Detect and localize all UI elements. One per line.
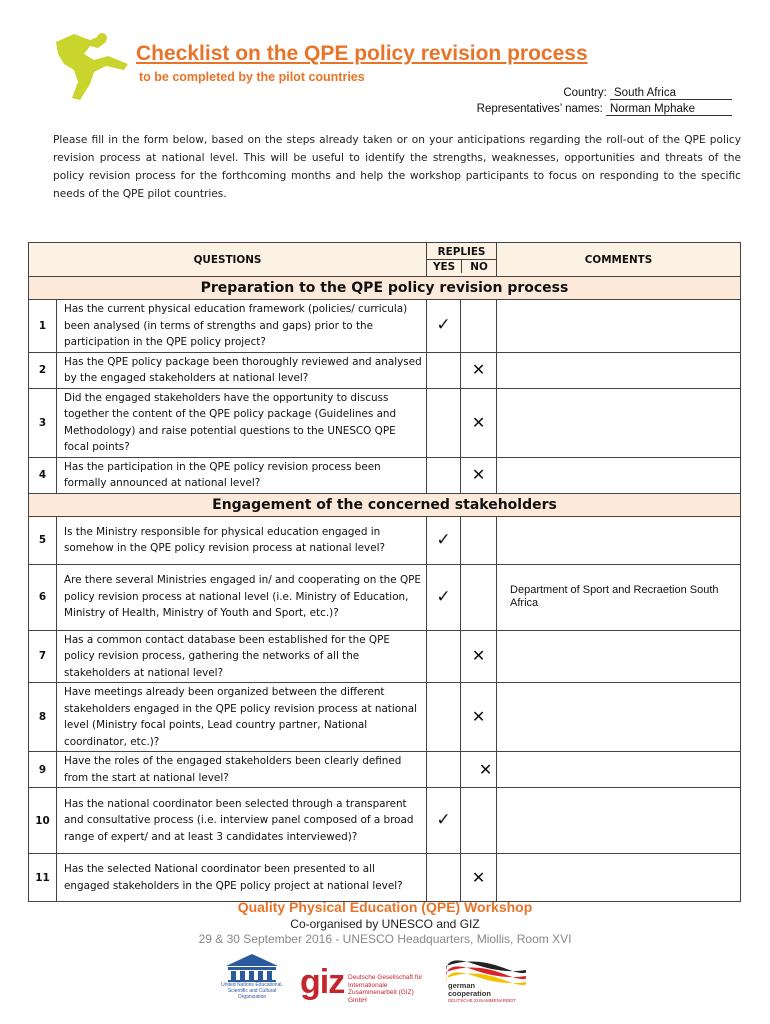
question-text: Has the selected National coordinator been presented to all engaged stakeholders in the QPE policy project at national level? <box>57 854 427 902</box>
question-number: 7 <box>29 630 57 683</box>
section-row <box>29 493 741 516</box>
yes-header: YES <box>427 260 462 273</box>
reply-yes-cell[interactable] <box>427 630 461 683</box>
table-row <box>29 516 741 564</box>
reply-no-cell[interactable] <box>461 854 497 902</box>
cross-icon: ✕ <box>471 867 486 887</box>
question-text: Has a common contact database been established for the QPE policy revision process, gathering the networks of all the stakeholders at national level? <box>57 630 427 683</box>
giz-logo-text: Deutsche Gesellschaft für Internationale Zusammenarbeit (GIZ) GmbH <box>348 974 423 1004</box>
table-row <box>29 752 741 788</box>
table-row <box>29 788 741 854</box>
reply-no-cell[interactable] <box>461 683 497 752</box>
question-text: Did the engaged stakeholders have the opportunity to discuss together the content of the QPE policy package (Guidelines and Methodology) and raise potential questions to the UNESCO QPE focal points? <box>57 388 427 457</box>
question-text: Has the current physical education framework (policies/ curricula) been analysed (in terms of strengths and gaps) prior to the participation in the QPE policy project? <box>57 300 427 353</box>
checkmark-icon: ✓ <box>436 315 451 336</box>
question-number: 8 <box>29 683 57 752</box>
comment-cell[interactable] <box>497 352 741 388</box>
reply-yes-cell[interactable] <box>427 564 461 630</box>
question-number: 1 <box>29 300 57 353</box>
no-header: NO <box>470 261 488 273</box>
question-number: 2 <box>29 352 57 388</box>
table-row <box>29 352 741 388</box>
checkmark-icon: ✓ <box>436 529 451 550</box>
reply-no-cell[interactable] <box>461 564 497 630</box>
reply-no-cell[interactable] <box>461 788 497 854</box>
comment-cell[interactable]: Department of Sport and Recraetion South Africa <box>497 564 741 630</box>
country-label: Country: <box>563 87 607 99</box>
question-text: Have the roles of the engaged stakeholders been clearly defined from the start at national level? <box>57 752 427 788</box>
comment-cell[interactable] <box>497 457 741 493</box>
question-number: 9 <box>29 752 57 788</box>
question-text: Is the Ministry responsible for physical education engaged in somehow in the QPE policy revision process at national level? <box>57 516 427 564</box>
table-row <box>29 630 741 683</box>
section-title: Preparation to the QPE policy revision process <box>29 277 741 300</box>
table-row <box>29 854 741 902</box>
comment-cell[interactable] <box>497 630 741 683</box>
cross-icon: ✕ <box>471 412 486 432</box>
reply-no-cell[interactable] <box>461 388 497 457</box>
question-number: 10 <box>29 788 57 854</box>
german-cooperation-label: german cooperation <box>448 981 491 998</box>
reply-yes-cell[interactable] <box>427 457 461 493</box>
question-text: Have meetings already been organized between the different stakeholders engaged in the QPE policy revision process at national level (Ministry focal points, Lead country partner, National coordinator, etc.)? <box>57 683 427 752</box>
reply-yes-cell[interactable] <box>427 752 461 788</box>
checkmark-icon: ✓ <box>436 586 451 607</box>
reply-yes-cell[interactable] <box>427 788 461 854</box>
replies-header <box>427 243 497 277</box>
question-text: Has the national coordinator been selected through a transparent and consultative process (i.e. interview panel composed of a broad range of expert/ and at least 3 candidates interviewed)? <box>57 788 427 854</box>
comment-cell[interactable] <box>497 300 741 353</box>
footer-date-venue: 29 & 30 September 2016 - UNESCO Headquarters, Miollis, Room XVI <box>198 932 572 946</box>
checklist-table <box>28 242 741 902</box>
intro-paragraph: Please fill in the form below, based on the steps already taken or on your anticipations regarding the roll-out of the QPE policy revision process at national level. This will be useful to identify the strengths, weaknesses, opportunities and threats of the policy revision process for the forthcoming months and help the workshop participants to focus on responding to the specific needs of the QPE pilot countries. <box>53 134 741 200</box>
footer-organisers: Co-organised by UNESCO and GIZ <box>290 917 480 931</box>
country-field <box>563 87 732 100</box>
reply-yes-cell[interactable] <box>427 683 461 752</box>
cross-icon: ✕ <box>478 759 493 779</box>
reply-yes-cell[interactable] <box>427 388 461 457</box>
question-number: 11 <box>29 854 57 902</box>
table-row <box>29 683 741 752</box>
question-number: 4 <box>29 457 57 493</box>
reply-yes-cell[interactable] <box>427 516 461 564</box>
cross-icon: ✕ <box>471 360 486 379</box>
question-number: 5 <box>29 516 57 564</box>
page-subtitle: to be completed by the pilot countries <box>139 70 365 84</box>
table-row <box>29 457 741 493</box>
checkmark-icon: ✓ <box>436 810 451 830</box>
reply-no-cell[interactable] <box>461 457 497 493</box>
reply-no-cell[interactable] <box>461 516 497 564</box>
cross-icon: ✕ <box>471 465 486 484</box>
comment-cell[interactable] <box>497 854 741 902</box>
footer-title: Quality Physical Education (QPE) Workshop <box>237 899 533 915</box>
questions-header: QUESTIONS <box>29 243 427 277</box>
reply-no-cell[interactable] <box>461 630 497 683</box>
table-row <box>29 300 741 353</box>
cross-icon: ✕ <box>471 707 486 726</box>
comment-cell[interactable] <box>497 752 741 788</box>
reply-no-cell[interactable] <box>461 752 497 788</box>
reply-no-cell[interactable] <box>461 300 497 353</box>
question-text: Has the QPE policy package been thoroughly reviewed and analysed by the engaged stakeholders at national level? <box>57 352 427 388</box>
comments-header: COMMENTS <box>497 243 741 277</box>
german-cooperation-text <box>448 982 516 1004</box>
table-row <box>29 564 741 630</box>
question-text: Are there several Ministries engaged in/ and cooperating on the QPE policy revision process at national level (i.e. Ministry of Education, Ministry of Health, Ministry of Youth and Sport, etc.)? <box>57 564 427 630</box>
comment-cell[interactable] <box>497 788 741 854</box>
representatives-value[interactable]: Norman Mphake <box>606 103 732 116</box>
comment-cell[interactable] <box>497 388 741 457</box>
question-number: 3 <box>29 388 57 457</box>
reply-yes-cell[interactable] <box>427 300 461 353</box>
unesco-logo-text: United Nations Educational, Scientific and Cultural Organization <box>221 982 283 1000</box>
section-title: Engagement of the concerned stakeholders <box>29 493 741 516</box>
giz-logo: giz <box>300 963 345 1001</box>
reply-yes-cell[interactable] <box>427 352 461 388</box>
representatives-field <box>477 103 732 116</box>
cross-icon: ✕ <box>471 646 486 666</box>
german-cooperation-small: DEUTSCHE ZUSAMMENARBEIT <box>448 998 517 1003</box>
page-title: Checklist on the QPE policy revision process <box>136 42 588 65</box>
question-text: Has the participation in the QPE policy revision process been formally announced at national level? <box>57 457 427 493</box>
qpe-logo-figure-icon <box>50 30 140 102</box>
comment-cell[interactable] <box>497 516 741 564</box>
reply-no-cell[interactable] <box>461 352 497 388</box>
country-value[interactable]: South Africa <box>610 87 732 100</box>
section-row <box>29 277 741 300</box>
reply-yes-cell[interactable] <box>427 854 461 902</box>
comment-cell[interactable] <box>497 683 741 752</box>
replies-header-label: REPLIES <box>427 246 496 260</box>
table-row <box>29 388 741 457</box>
question-number: 6 <box>29 564 57 630</box>
representatives-label: Representatives’ names: <box>476 103 603 115</box>
